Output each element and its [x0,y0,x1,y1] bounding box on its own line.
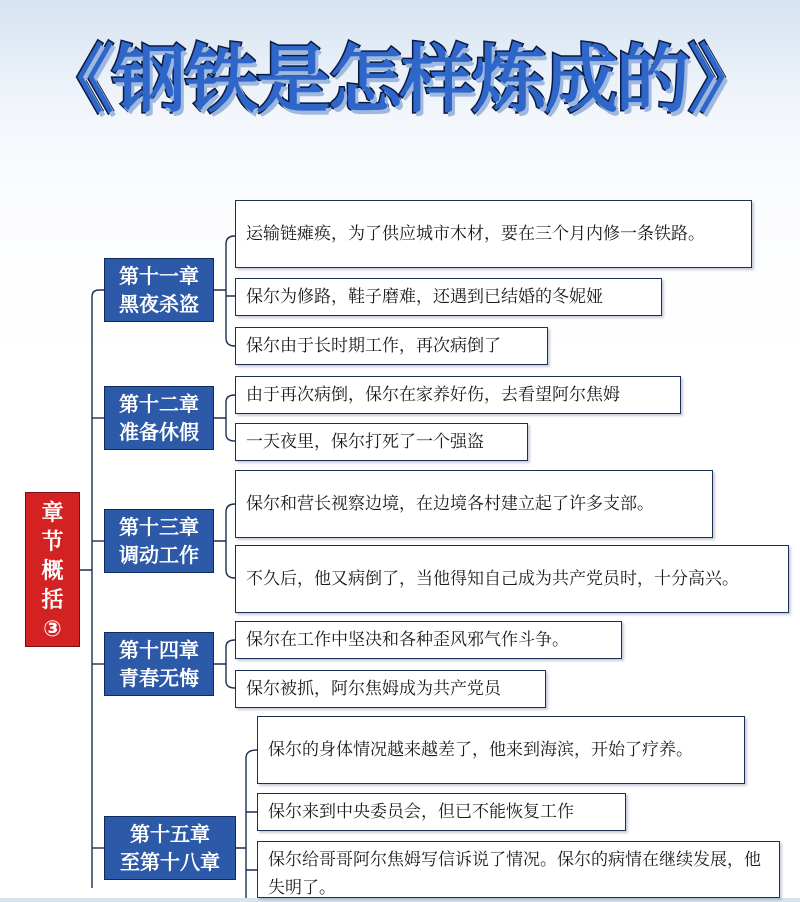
page-title: 《钢铁是怎样炼成的》 [40,37,760,123]
connector-ch11 [214,236,235,346]
chapter-number: 第十一章 [119,264,199,288]
root-char: 概 [41,559,64,584]
chapter-number: 第十二章 [119,392,199,416]
connector-ch14 [214,640,235,688]
chapter-title: 调动工作 [119,543,199,567]
connector-ch12 [214,395,235,441]
summary-box: 保尔被抓，阿尔焦姆成为共产党员 [235,670,546,708]
chapter-node-13 [104,509,214,573]
summary-box: 保尔为修路，鞋子磨难，还遇到已结婚的冬妮娅 [235,278,662,316]
root-char: 节 [41,530,64,555]
connector-ch13 [214,504,235,578]
connector-ch15 [236,750,257,898]
chapter-title: 青春无悔 [119,666,199,690]
summary-box: 保尔来到中央委员会，但已不能恢复工作 [257,793,626,831]
summary-box: 运输链瘫痪，为了供应城市木材，要在三个月内修一条铁路。 [235,200,752,268]
chapter-node-11 [104,258,214,322]
chapter-title: 黑夜杀盗 [119,292,199,316]
root-node [25,492,80,647]
root-char: 括 [41,588,64,613]
summary-box: 一天夜里，保尔打死了一个强盗 [235,423,528,461]
chapter-node-15 [104,816,236,880]
summary-box: 保尔由于长时期工作，再次病倒了 [235,327,548,365]
summary-box: 保尔在工作中坚决和各种歪风邪气作斗争。 [235,621,622,659]
summary-box: 保尔的身体情况越来越差了，他来到海滨，开始了疗养。 [257,716,745,784]
summary-box: 不久后，他又病倒了，当他得知自己成为共产党员时，十分高兴。 [235,545,789,613]
root-char: ③ [43,617,62,642]
connector-root-trunk [80,290,104,888]
chapter-number: 第十三章 [119,515,199,539]
root-char: 章 [41,501,64,526]
chapter-number: 第十五章 [130,822,210,846]
chapter-node-14 [104,632,214,696]
chapter-title: 至第十八章 [120,850,220,874]
chapter-title: 准备休假 [119,420,199,444]
summary-box: 保尔给哥哥阿尔焦姆写信诉说了情况。保尔的病情在继续发展，他失明了。 [257,841,780,898]
chapter-number: 第十四章 [119,638,199,662]
chapter-node-12 [104,386,214,450]
summary-box: 保尔和营长视察边境，在边境各村建立起了许多支部。 [235,470,713,538]
summary-box: 由于再次病倒，保尔在家养好伤，去看望阿尔焦姆 [235,376,681,414]
